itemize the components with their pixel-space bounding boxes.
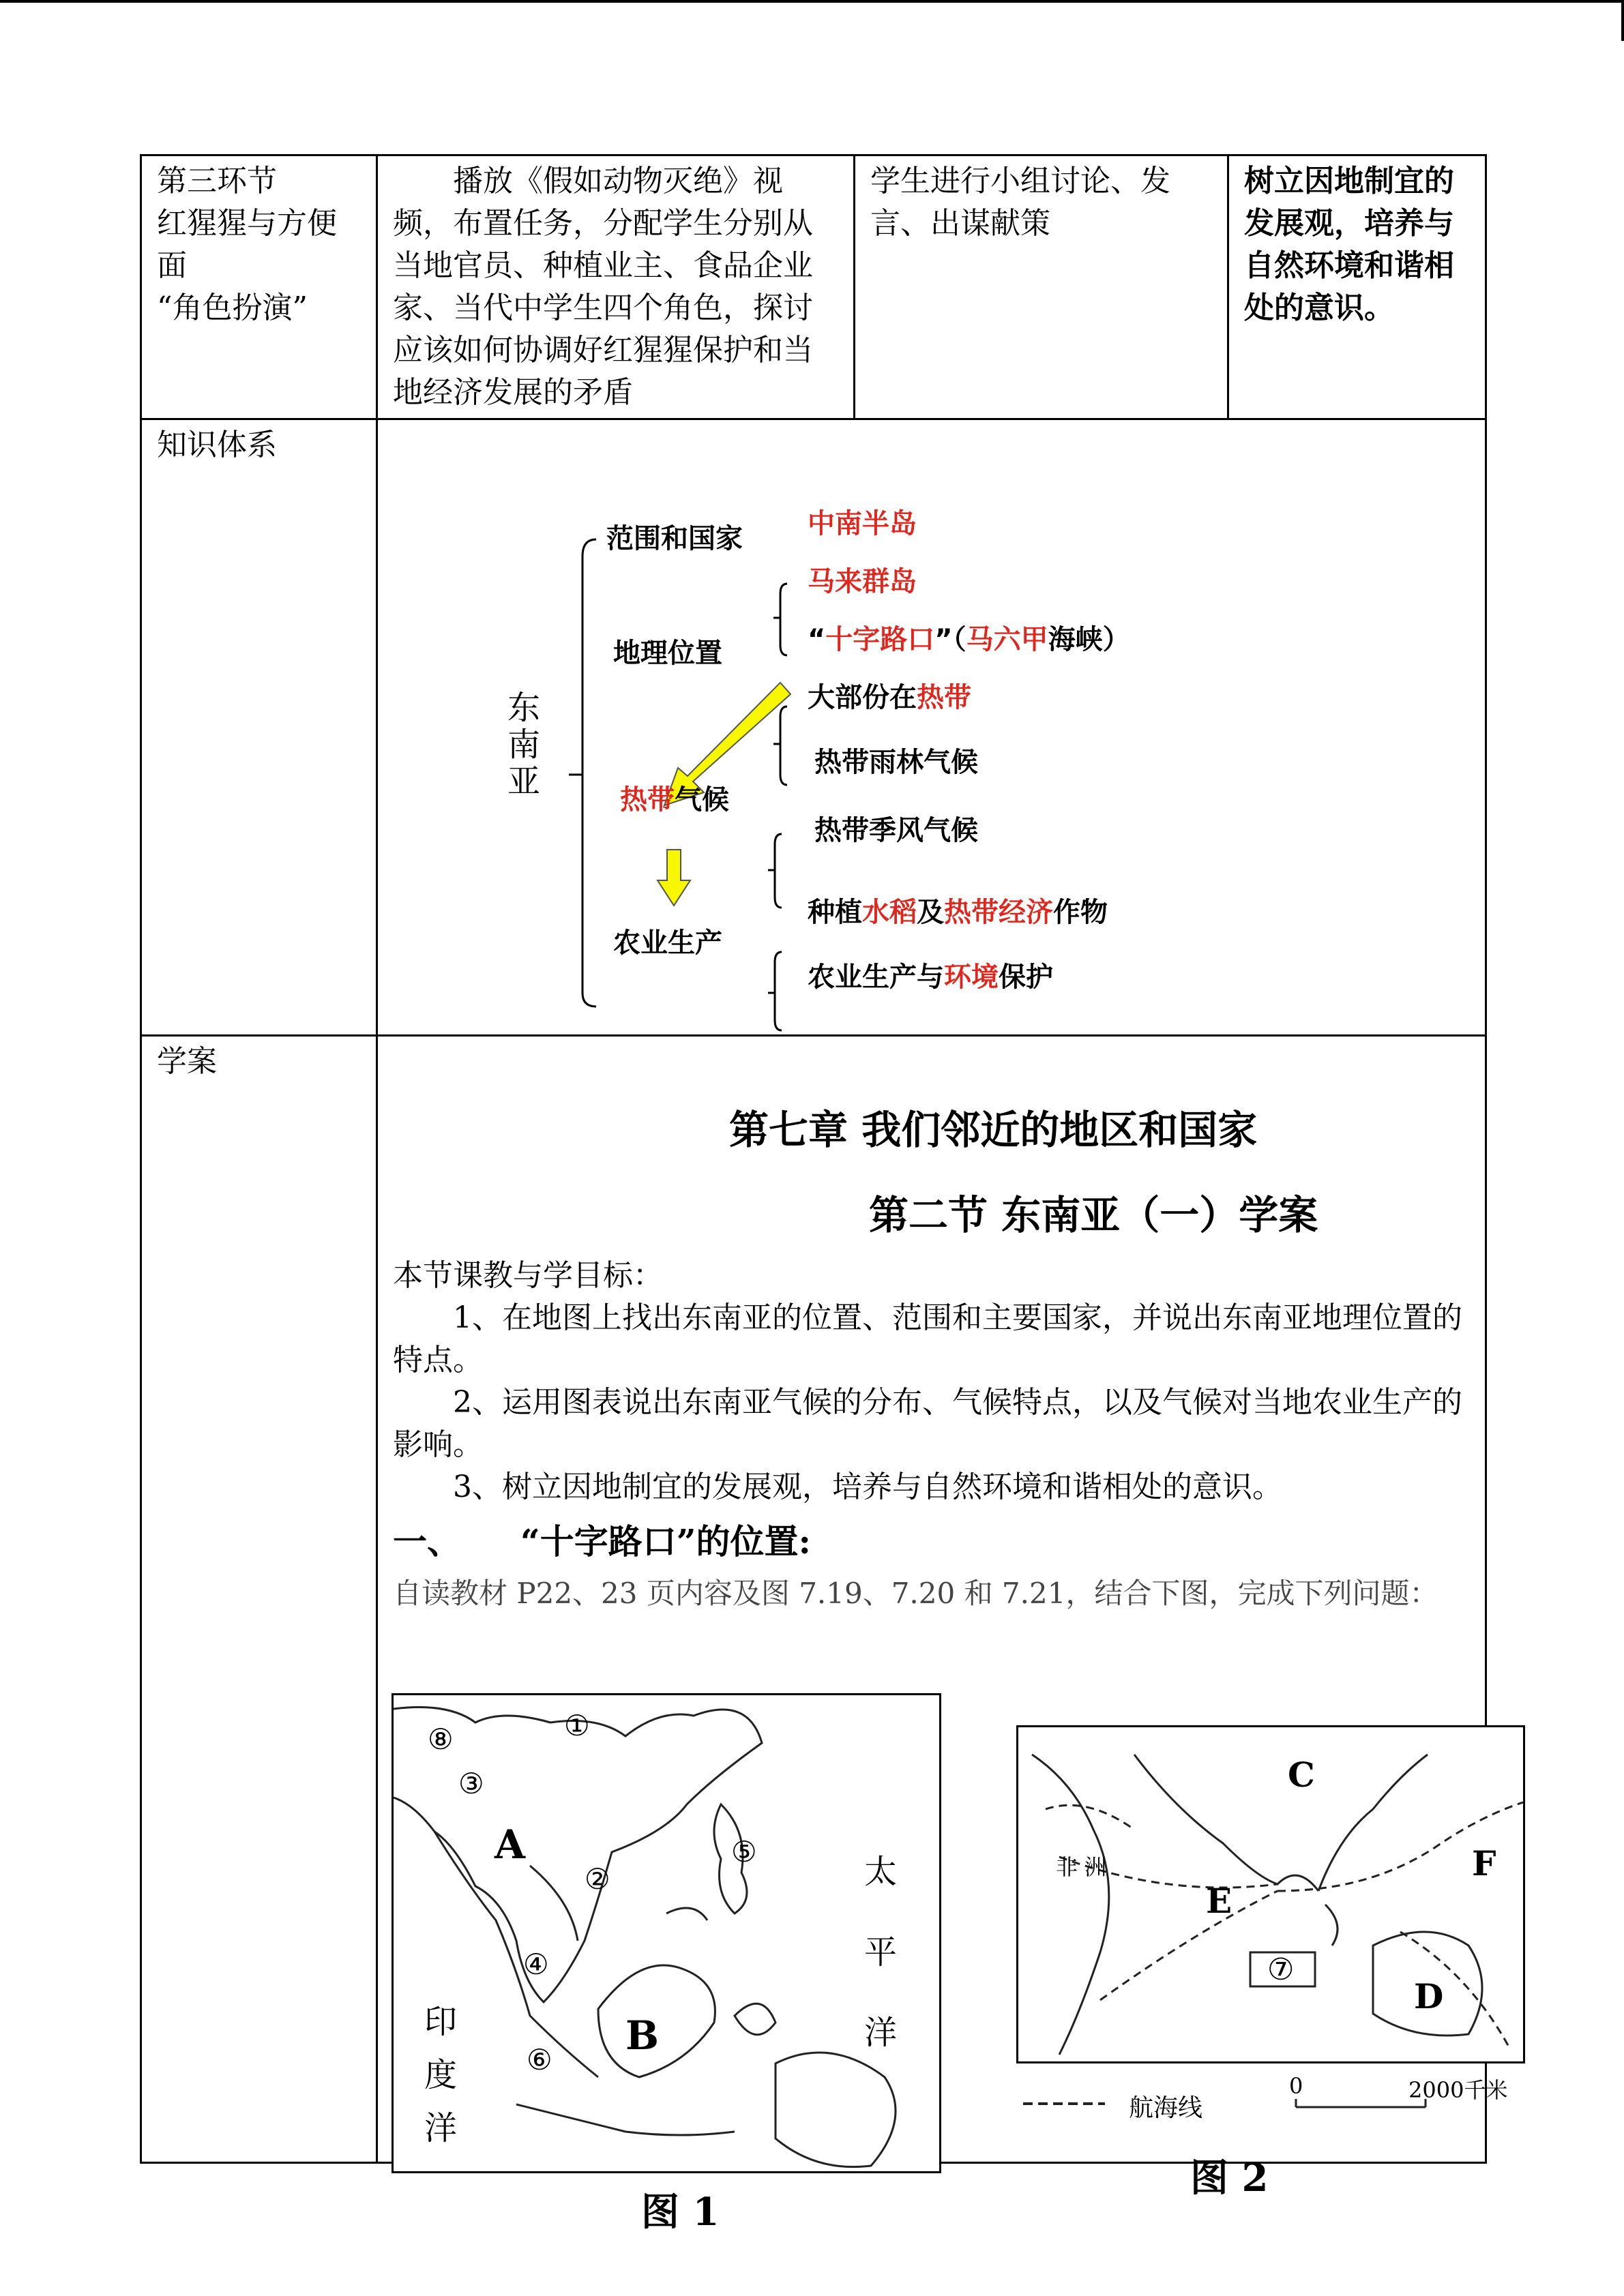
- leaf-monsoon-climate: 热带季风气候: [814, 815, 978, 846]
- marker-1: ①: [564, 1709, 590, 1742]
- label-a: A: [494, 1821, 526, 1868]
- map2-outline: [1018, 1727, 1523, 2061]
- section-title: 第二节 东南亚（一）学案: [869, 1192, 1318, 1238]
- marker-4: ④: [523, 1948, 549, 1981]
- branch-agriculture: 农业生产: [613, 927, 722, 959]
- leaf-mostly-tropical: 大部份在热带: [808, 682, 971, 713]
- section-heading-crossroads: 一、 “十字路口”的位置:: [393, 1521, 812, 1562]
- map-sea-routes: [1016, 1725, 1525, 2063]
- leaf-crossroads: “十字路口”（马六甲海峡）: [808, 624, 1130, 655]
- cell-goal: 树立因地制宜的发展观，培养与自然环境和谐相处的意识。: [1228, 155, 1486, 419]
- goal-2: 2、运用图表说出东南亚气候的分布、气候特点，以及气候对当地农业生产的影响。: [393, 1385, 1462, 1462]
- cell-knowledge-tree: [377, 419, 1486, 1036]
- goal-3: 3、树立因地制宜的发展观，培养与自然环境和谐相处的意识。: [453, 1470, 1282, 1504]
- tree-braces: [378, 420, 1518, 1034]
- root-brace: [582, 539, 596, 1007]
- map1-caption: 图 1: [641, 2190, 720, 2235]
- brace-range: [780, 584, 787, 655]
- label-e: E: [1206, 1881, 1232, 1921]
- brace-agri: [775, 952, 782, 1030]
- yellow-down-arrow: [658, 850, 690, 906]
- branch-climate: 热带气候: [620, 784, 729, 816]
- cell-teacher-activity: 播放《假如动物灭绝》视频，布置任务，分配学生分别从当地官员、种植业主、食品企业家、当代中学生四个角色，探讨应该如何协调好红猩猩保护和当地经济发展的矛盾: [377, 155, 855, 419]
- page-top-border: [0, 0, 1624, 3]
- goals-heading: 本节课教与学目标：: [393, 1258, 663, 1293]
- cell-student-activity: 学生进行小组讨论、发言、出谋献策: [855, 155, 1228, 419]
- brace-location: [780, 706, 787, 785]
- leaf-malay-archipelago: 马来群岛: [808, 566, 917, 597]
- leaf-rainforest-climate: 热带雨林气候: [814, 747, 978, 778]
- label-c: C: [1288, 1755, 1315, 1795]
- tree-root: 东南亚: [507, 689, 541, 801]
- leaf-crops: 种植水稻及热带经济作物: [808, 897, 1108, 928]
- cell-stage: 第三环节 红猩猩与方便面 “角色扮演”: [141, 155, 377, 419]
- table-row-role-play: [141, 155, 1486, 419]
- legend-scale: 2000千米: [1408, 2077, 1508, 2103]
- label-d: D: [1414, 1976, 1444, 2016]
- reading-instructions: 自读教材 P22、23 页内容及图 7.19、7.20 和 7.21，结合下图，完成下列问题：: [393, 1577, 1438, 1610]
- marker-5: ⑤: [731, 1835, 757, 1868]
- map-southeast-asia: [392, 1693, 941, 2173]
- knowledge-tree: [378, 420, 1485, 1034]
- table-row-knowledge: [141, 419, 1486, 1036]
- plan-body: [393, 1255, 1484, 1615]
- chapter-title: 第七章 我们邻近的地区和国家: [729, 1107, 1258, 1153]
- brace-climate: [775, 834, 782, 908]
- legend-scale-zero: 0: [1289, 2073, 1303, 2099]
- marker-3: ③: [458, 1767, 484, 1800]
- cell-knowledge-label: 知识体系: [141, 419, 377, 1036]
- label-pacific: 太 平 洋: [864, 1853, 898, 2052]
- leaf-env-protection: 农业生产与环境保护: [808, 961, 1053, 993]
- marker-8: ⑧: [428, 1723, 454, 1756]
- label-b: B: [625, 2012, 660, 2059]
- goal-1: 1、在地图上找出东南亚的位置、范围和主要国家，并说出东南亚地理位置的特点。: [393, 1300, 1462, 1377]
- branch-range: 范围和国家: [606, 523, 743, 554]
- page-right-border: [1621, 0, 1624, 41]
- label-africa: 非 洲: [1056, 1854, 1107, 1880]
- branch-location: 地理位置: [613, 638, 722, 669]
- legend-sea-route: 航海线: [1129, 2094, 1203, 2122]
- map2-caption: 图 2: [1190, 2156, 1269, 2201]
- marker-7: ⑦: [1267, 1952, 1295, 1987]
- marker-2: ②: [585, 1862, 610, 1896]
- label-f: F: [1472, 1843, 1496, 1883]
- label-indian-ocean: 印 度 洋: [424, 2003, 458, 2147]
- leaf-indochina: 中南半岛: [808, 508, 917, 539]
- cell-plan-label: 学案: [141, 1036, 377, 2163]
- marker-6: ⑥: [527, 2043, 552, 2076]
